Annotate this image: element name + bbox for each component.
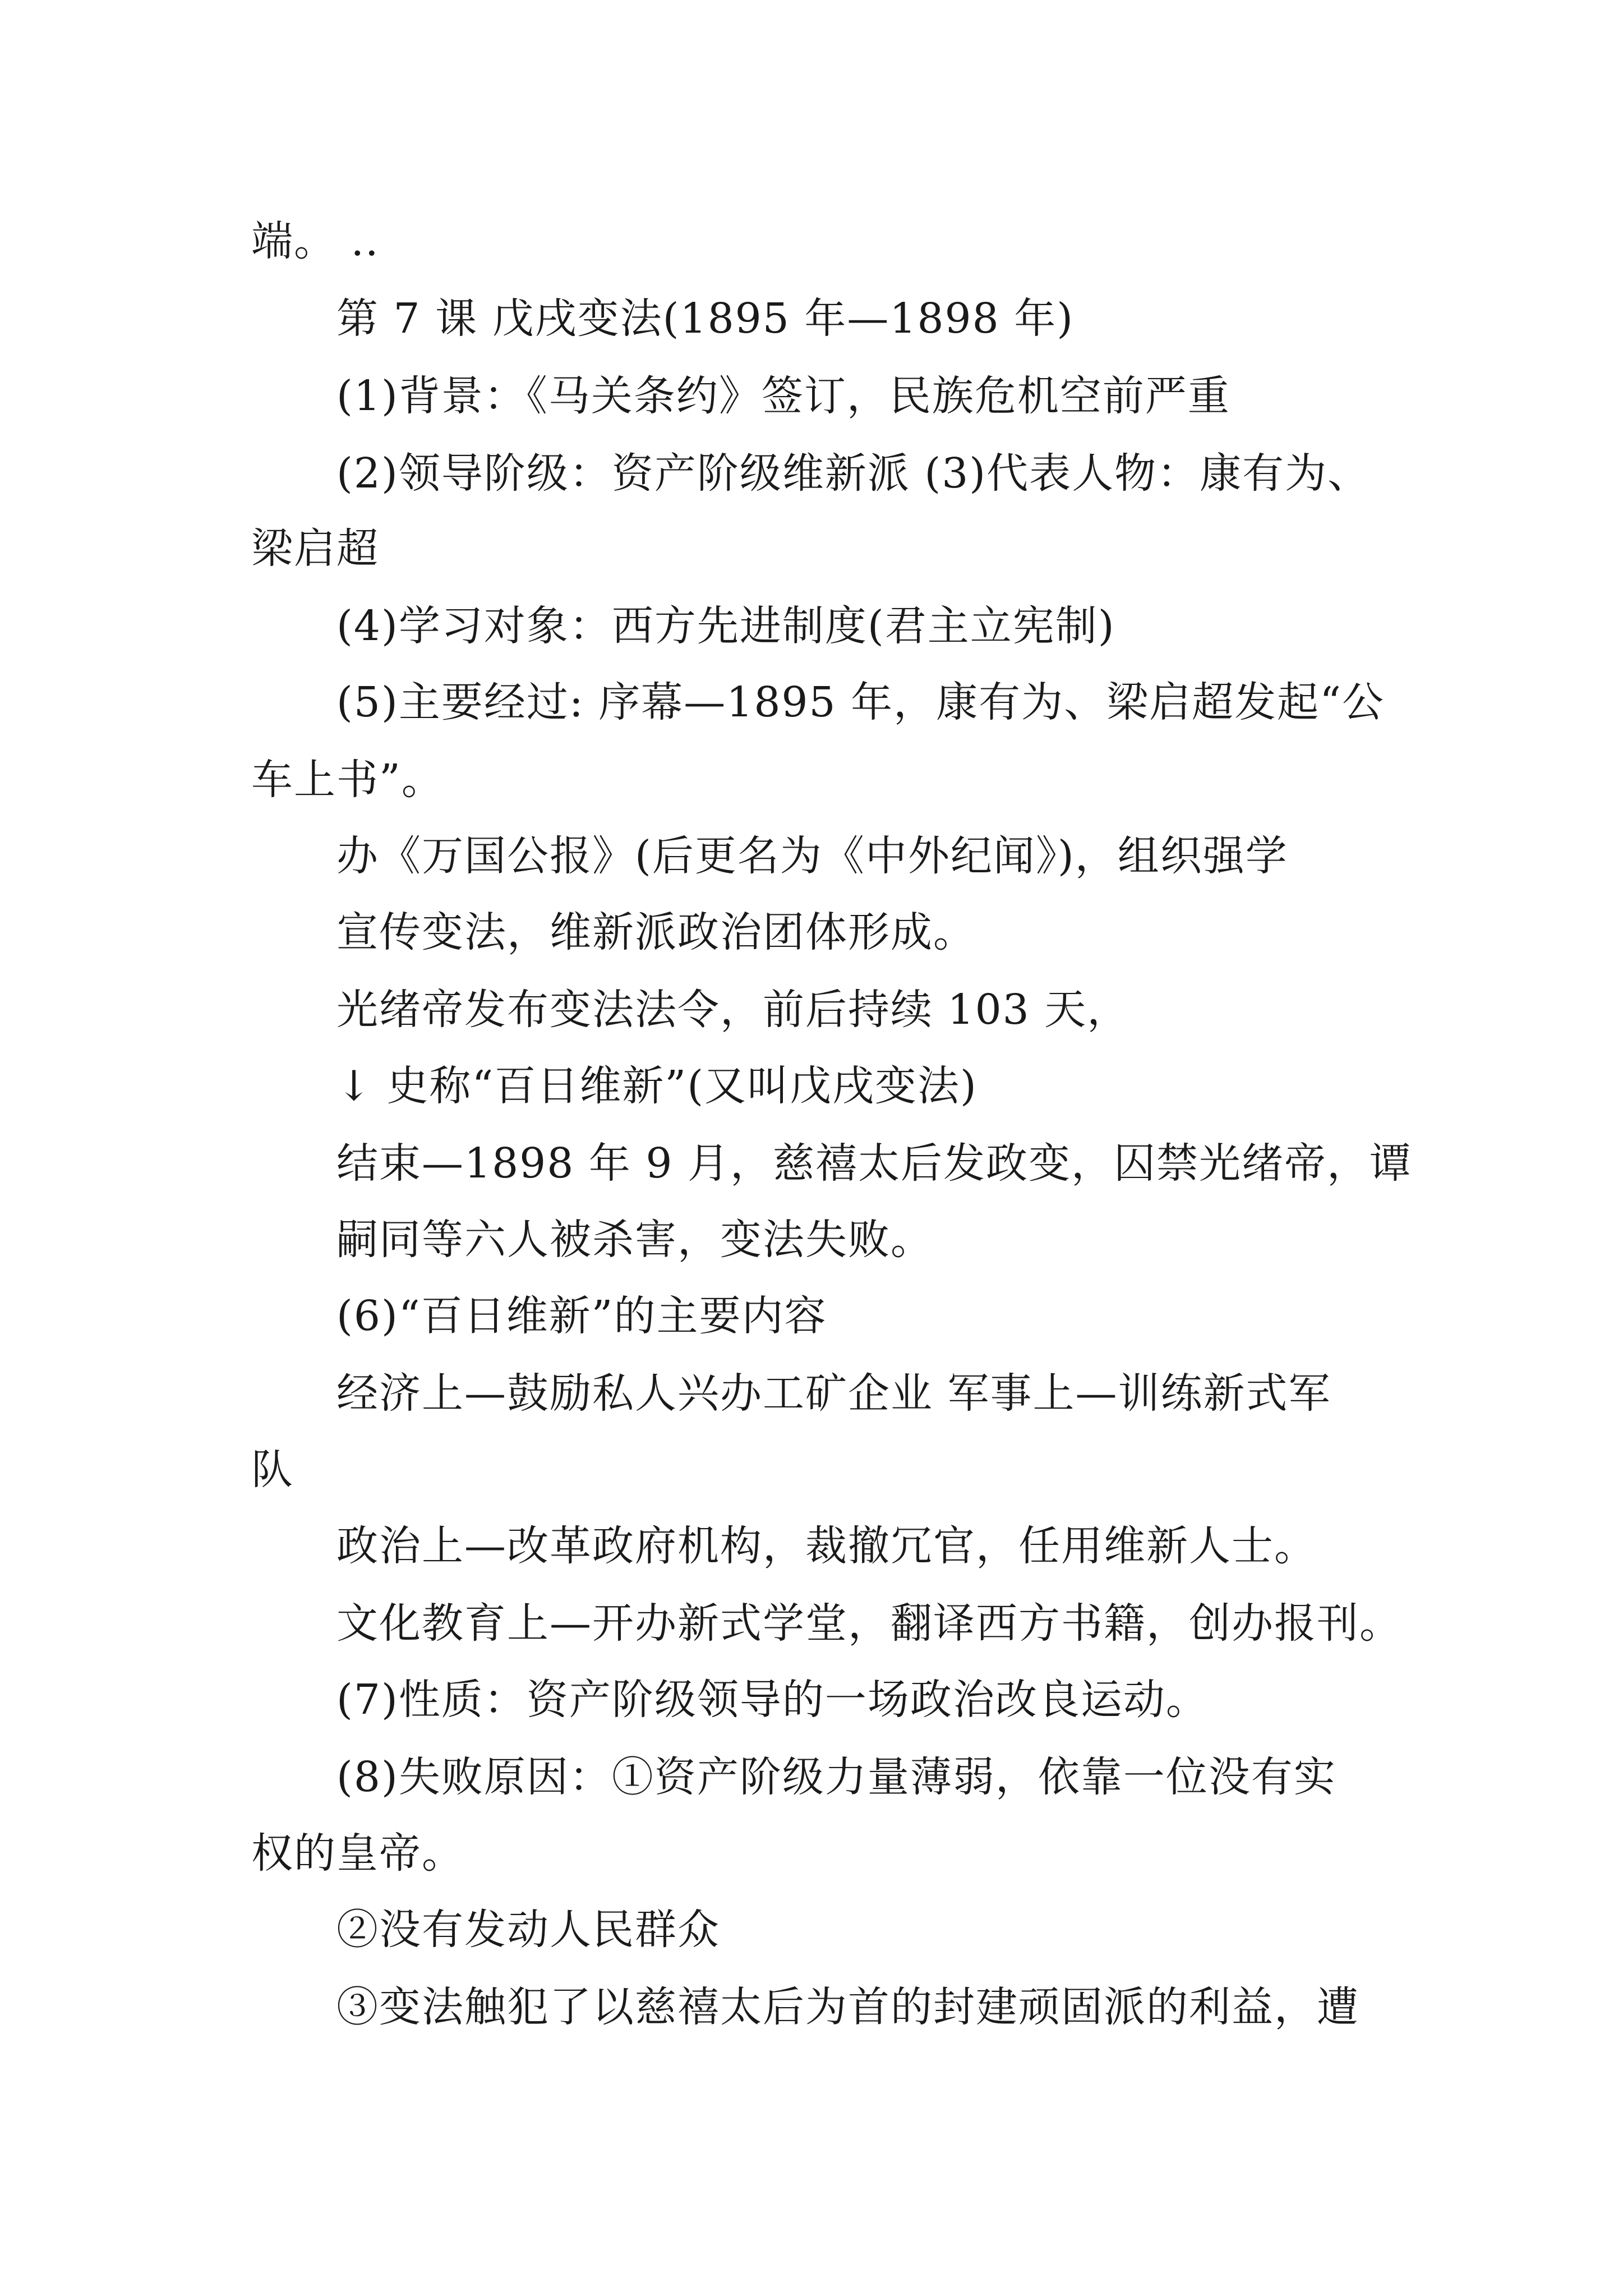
text-line: 办《万国公报》(后更名为《中外纪闻》)，组织强学 (336, 832, 1288, 880)
text-line: (7)性质：资产阶级领导的一场政治改良运动。 (336, 1676, 1209, 1724)
text-line: 车上书”。 (251, 756, 444, 804)
text-line: 宣传变法，维新派政治团体形成。 (336, 908, 976, 956)
text-line: 梁启超 (251, 524, 379, 573)
text-line: 端。 .. (251, 217, 380, 265)
text-line: 光绪帝发布变法法令，前后持续 103 天， (336, 986, 1130, 1034)
text-line: 权的皇帝。 (251, 1829, 464, 1878)
text-line: ②没有发动人民群众 (336, 1906, 720, 1954)
text-line: 队 (251, 1446, 294, 1494)
text-line: (4)学习对象：西方先进制度(君主立宪制) (336, 602, 1115, 650)
text-line: 结束—1898 年 9 月，慈禧太后发政变，囚禁光绪帝，谭 (336, 1139, 1412, 1188)
text-line: 文化教育上—开办新式学堂，翻译西方书籍，创办报刊。 (336, 1599, 1402, 1648)
text-line: (5)主要经过: 序幕—1895 年，康有为、梁启超发起“公 (336, 678, 1385, 726)
text-line: (1)背景：《马关条约》签订，民族危机空前严重 (336, 372, 1230, 420)
text-line: (8)失败原因：①资产阶级力量薄弱，依靠一位没有实 (336, 1753, 1336, 1801)
text-line: ③变法触犯了以慈禧太后为首的封建顽固派的利益，遭 (336, 1983, 1359, 2031)
lesson-title: 第 7 课 戊戌变法(1895 年—1898 年) (336, 295, 1075, 343)
text-line: 经济上—鼓励私人兴办工矿企业 军事上—训练新式军 (336, 1369, 1331, 1418)
text-line: 嗣同等六人被杀害，变法失败。 (336, 1216, 933, 1264)
text-line: (6)“百日维新”的主要内容 (336, 1292, 827, 1340)
text-line: (2)领导阶级：资产阶级维新派 (3)代表人物：康有为、 (336, 449, 1371, 498)
text-line: 政治上—改革政府机构，裁撤冗官，任用维新人士。 (336, 1522, 1317, 1570)
text-line: ↓ 史称“百日维新”(又叫戊戌变法) (336, 1062, 978, 1110)
